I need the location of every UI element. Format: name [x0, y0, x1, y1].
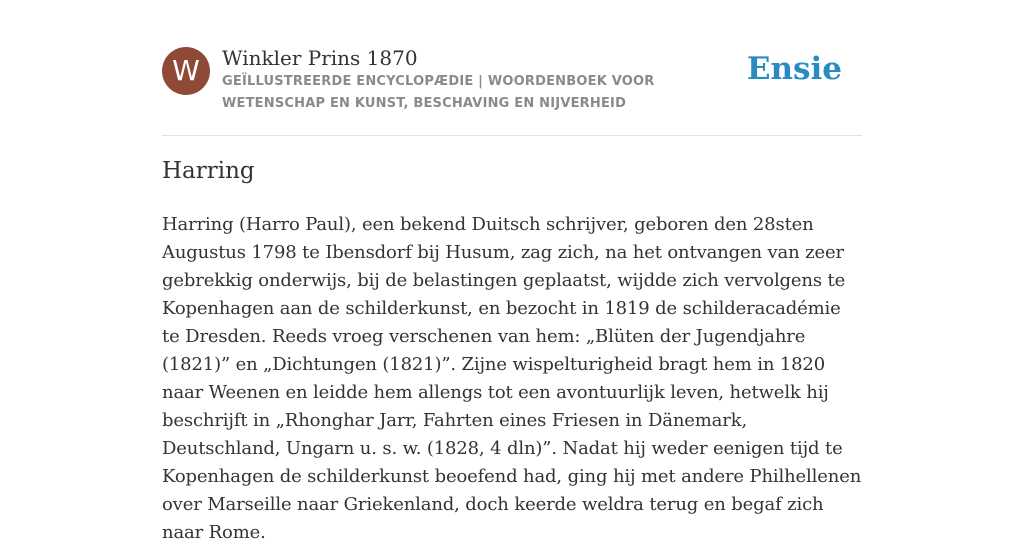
source-avatar[interactable]: W: [162, 47, 210, 95]
ensie-logo-link[interactable]: Ensie: [746, 51, 842, 87]
source-header: [162, 46, 862, 136]
article-body: Harring (Harro Paul), een bekend Duitsch schrijver, geboren den 28sten Augustus 1798 te Ibensdorf bij Husum, zag zich, na het ontvangen van zeer gebrekkig onderwijs, bij de belastingen geplaatst, wijdde zich vervolgens te Kopenhagen aan de schilderkunst, en bezocht in 1819 de schilderacadémie te Dresden. Reeds vroeg verschenen van hem: „Blüten der Jugendjahre (1821)” en „Dichtungen (1821)”. Zijne wispelturigheid bragt hem in 1820 naar Weenen en leidde hem allengs tot een avontuurlijk leven, hetwelk hij beschrijft in „Rhonghar Jarr, Fahrten eines Friesen in Dänemark, Deutschland, Ungarn u. s. w. (1828, 4 dln)”. Nadat hij weder eenigen tijd te Kopenhagen de schilderkunst beoefend had, ging hij met andere Philhellenen over Marseille naar Griekenland, doch keerde weldra terug en begaf zich naar Rome.: [162, 214, 862, 543]
source-subtitle: GEÏLLUSTREERDE ENCYCLOPÆDIE | WOORDENBOEK VOOR WETENSCHAP EN KUNST, BESCHAVING EN NIJVERHEID: [222, 74, 655, 111]
article-title: Harring: [162, 158, 255, 184]
source-title[interactable]: Winkler Prins 1870: [222, 46, 418, 70]
